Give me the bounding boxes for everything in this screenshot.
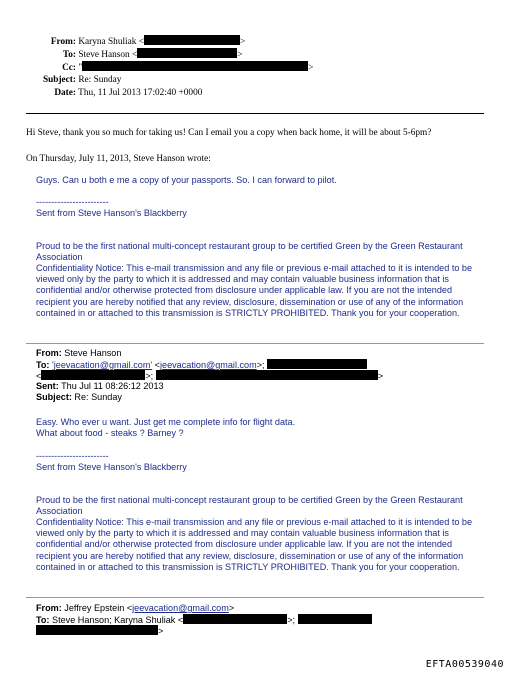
msg2-from-value: Steve Hanson: [64, 348, 122, 358]
quoted-divider: [26, 343, 484, 344]
redaction-block: [183, 614, 287, 624]
msg3-from-link[interactable]: jeevacation@gmail.com: [132, 603, 229, 613]
from-close: >: [240, 37, 246, 47]
msg2-body-line1: Easy. Who ever u want. Just get me complete info for flight data.: [36, 417, 296, 427]
msg2-subject-label: Subject:: [36, 392, 72, 402]
cc-value: ": [78, 63, 83, 73]
msg2-signature: Sent from Steve Hanson's Blackberry: [36, 462, 187, 472]
msg2-sent: [36, 381, 164, 392]
header-to: [0, 48, 243, 61]
msg3-from-name: Jeffrey Epstein <: [64, 603, 133, 613]
redaction-block: [82, 61, 308, 71]
bates-number: EFTA00539040: [425, 659, 504, 670]
header-divider: [26, 113, 484, 114]
header-from: [0, 35, 245, 48]
to-label: To:: [62, 50, 76, 60]
to-value: Steve Hanson <: [78, 50, 138, 60]
msg2-divider: [26, 597, 484, 598]
msg2-line2-open: <: [36, 371, 42, 381]
quoted-green-notice: Proud to be the first national multi-concept restaurant group to be certified Green by the Green Restaurant Association: [36, 241, 463, 263]
msg3-line2-close: >: [158, 626, 164, 636]
msg2-from-label: From:: [36, 348, 62, 358]
header-cc: [0, 61, 313, 74]
date-label: Date:: [54, 88, 76, 98]
msg3-from-label: From:: [36, 603, 62, 613]
header-subject: [0, 74, 121, 86]
msg2-from: [36, 348, 121, 359]
msg2-green-notice: Proud to be the first national multi-concept restaurant group to be certified Green by the Green Restaurant Association: [36, 495, 463, 517]
redaction-block: [137, 48, 237, 58]
cc-close: >: [308, 63, 314, 73]
header-date: [0, 87, 202, 99]
msg2-sent-value: Thu Jul 11 08:26:12 2013: [61, 381, 164, 391]
date-value: Thu, 11 Jul 2013 17:02:40 +0000: [78, 88, 203, 98]
redaction-block: [36, 625, 158, 635]
msg2-sig-dashes: ------------------------: [36, 451, 109, 461]
redaction-block: [156, 370, 378, 380]
subject-value: Re: Sunday: [78, 75, 122, 85]
quoted-signature: Sent from Steve Hanson's Blackberry: [36, 208, 187, 218]
msg2-line2-mid: >;: [145, 371, 154, 381]
msg2-line2-close: >: [377, 371, 383, 381]
redaction-block: [144, 35, 240, 45]
redaction-block: [41, 370, 145, 380]
msg2-to-sep: <: [152, 360, 160, 370]
reply-body: Hi Steve, thank you so much for taking us! Can I email you a copy when back home, it will be about 5-6pm?: [26, 128, 432, 138]
msg3-to-continued: [36, 625, 163, 637]
msg2-to-link[interactable]: 'jeevacation@gmail.com': [52, 360, 153, 370]
msg2-subject-value: Re: Sunday: [74, 392, 122, 402]
from-label: From:: [50, 37, 76, 47]
quoted-sig-dashes: ------------------------: [36, 197, 109, 207]
msg3-from-close: >: [228, 603, 235, 613]
quote-intro: On Thursday, July 11, 2013, Steve Hanson wrote:: [26, 154, 211, 164]
msg2-to-after: >;: [256, 360, 265, 370]
msg2-confidentiality: Confidentiality Notice: This e-mail transmission and any file or previous e-mail attached to it is intended to be viewed only by the party to which it is addressed and may contain valuable business information that is confidential and/or otherwise protected from disclosure under applicable law. If you are not the intended recipient you are hereby notified that any review, disclosure, dissemination or use of any of the information contained in or attached to this transmission is STRICTLY PROHIBITED. Thank you for your cooperation.: [36, 517, 473, 572]
msg3-to-value: Steve Hanson; Karyna Shuliak <: [52, 615, 184, 625]
quoted-body: Guys. Can u both e me a copy of your passports. So. I can forward to pilot.: [36, 175, 337, 185]
subject-label: Subject:: [42, 75, 76, 85]
msg3-to-label: To:: [36, 615, 50, 625]
msg3-from: [36, 603, 234, 614]
msg2-to-label: To:: [36, 360, 50, 370]
msg2-to-email-link[interactable]: jeevacation@gmail.com: [160, 360, 257, 370]
msg2-body-line2: What about food - steaks ? Barney ?: [36, 428, 184, 438]
msg2-sent-label: Sent:: [36, 381, 59, 391]
from-value: Karyna Shuliak <: [78, 37, 144, 47]
to-close: >: [237, 50, 243, 60]
cc-label: Cc:: [62, 63, 76, 73]
msg3-to-mid: >;: [287, 615, 296, 625]
msg2-subject: [36, 392, 122, 403]
redaction-block: [267, 359, 367, 369]
quoted-confidentiality: Confidentiality Notice: This e-mail transmission and any file or previous e-mail attached to it is intended to be viewed only by the party to which it is addressed and may contain valuable business information that is confidential and/or otherwise protected from disclosure under applicable law. If you are not the intended recipient you are hereby notified that any review, disclosure, dissemination or use of any of the information contained in or attached to this transmission is STRICTLY PROHIBITED. Thank you for your cooperation.: [36, 263, 473, 318]
redaction-block: [298, 614, 372, 624]
